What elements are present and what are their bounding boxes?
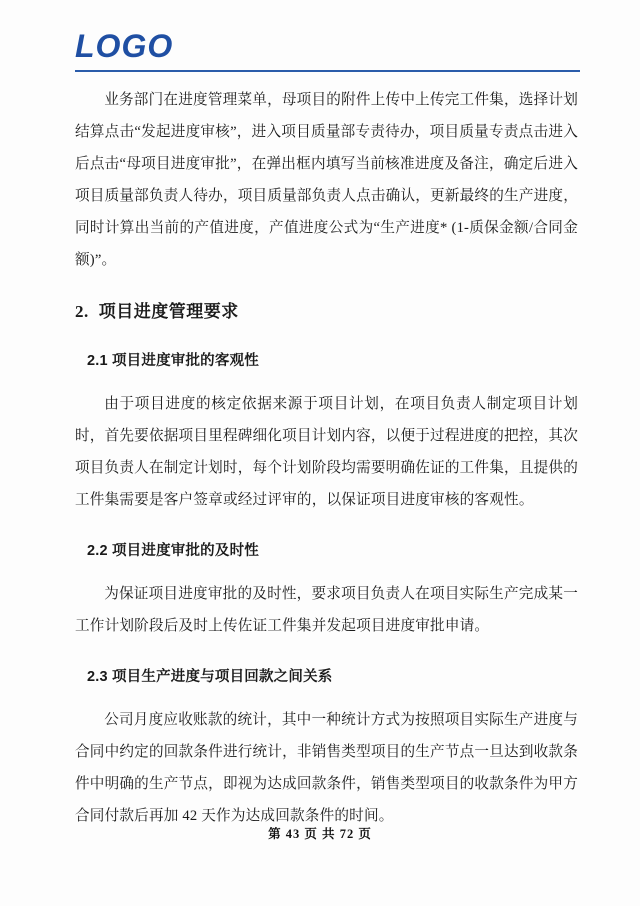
section-heading-2 [75,298,578,326]
intro-paragraph: 业务部门在进度管理菜单，母项目的附件上传中上传完工件集，选择计划结算点击“发起进度审核”，进入项目质量部专责待办，项目质量专责点击进入后点击“母项目进度审批”，在弹出框内填写当前核准进度及备注，确定后进入项目质量部负责人待办，项目质量部负责人点击确认，更新最终的生产进度，同时计算出当前的产值进度，产值进度公式为“生产进度* (1-质保金额/合同金额)”。 [75,92,578,268]
subsection-paragraph-2-3: 公司月度应收账款的统计，其中一种统计方式为按照项目实际生产进度与合同中约定的回款条件进行统计，非销售类型项目的生产节点一旦达到收款条件中明确的生产节点，即视为达成回款条件，销售类型项目的收款条件为甲方合同付款后再加 42 天作为达成回款条件的时间。 [75,712,578,824]
section-number: 2. [75,302,89,321]
footer-current-page: 43 [285,827,301,841]
subsection-heading-2-2: 2.2 项目进度审批的及时性 [87,543,259,559]
page-content [0,80,640,832]
section-title: 项目进度管理要求 [98,302,239,321]
subsection-paragraph-2-2: 为保证项目进度审批的及时性，要求项目负责人在项目实际生产完成某一工作计划阶段后及时上传佐证工件集并发起项目进度审批申请。 [75,586,578,634]
footer-middle: 页 共 [304,827,336,841]
subsection-paragraph-2-1: 由于项目进度的核定依据来源于项目计划，在项目负责人制定项目计划时，首先要依据项目里程碑细化项目计划内容，以便于过程进度的把控，其次项目负责人在制定计划时，每个计划阶段均需要明确佐证的工件集，且提供的工件集需要是客户签章或经过评审的，以保证项目进度审核的客观性。 [75,396,578,508]
subsection-heading-2-3: 2.3 项目生产进度与项目回款之间关系 [87,669,333,685]
footer-suffix: 页 [358,827,372,841]
page-footer [0,824,640,842]
company-logo: LOGO [75,28,174,64]
header-divider [75,70,580,72]
subsection-heading-2-1: 2.1 项目进度审批的客观性 [87,353,259,369]
page-header [0,0,640,80]
footer-total-pages: 72 [339,827,355,841]
footer-prefix: 第 [268,827,282,841]
